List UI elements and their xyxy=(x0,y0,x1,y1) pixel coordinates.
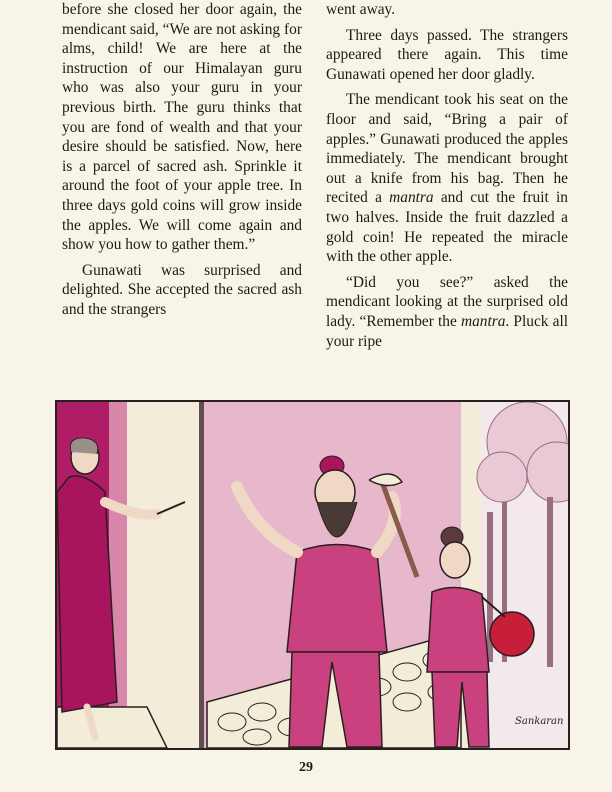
illustration-scene xyxy=(57,402,568,748)
artist-signature: Sankaran xyxy=(515,716,564,727)
text-run: “Did you see?” asked the mendicant looking at the surprised old lady. “Remember the xyxy=(326,273,568,330)
text-run: . Pluck all your ripe xyxy=(326,312,569,350)
paragraph: before she closed her door again, the mendicant said, “We are not asking for alms, child! We are here at the instruction of our Himalayan guru who was also your guru in your previous birth. The guru thinks that you are fond of wealth and that your desire should be satisfied. Now, here is a parcel of sacred ash. Sprinkle it around the foot of your apple tree. In three days gold coins will grow inside the apples. We will come again and show you how to gather them.” xyxy=(62,1,302,254)
left-text-column xyxy=(62,0,302,320)
italic-word: mantra xyxy=(460,312,506,330)
paragraph: went away. xyxy=(326,1,396,18)
doorstep xyxy=(57,707,167,748)
cloth-bag xyxy=(490,612,534,656)
italic-word: mantra xyxy=(389,189,434,207)
story-illustration xyxy=(55,400,570,750)
text-run: and cut the fruit in two halves. Inside the fruit dazzled a gold coin! He repeated the miracle with the other apple. xyxy=(326,189,568,266)
pillar-edge xyxy=(199,402,204,748)
paragraph xyxy=(326,90,568,266)
paragraph xyxy=(326,273,568,351)
paragraph: Gunawati was surprised and delighted. She accepted the sacred ash and the strangers xyxy=(62,261,302,318)
right-text-column xyxy=(326,0,568,351)
white-pillar xyxy=(127,402,199,748)
page-number: 29 xyxy=(299,760,313,775)
paragraph: Three days passed. The strangers appeared there again. This time Gunawati opened her door gladly. xyxy=(326,26,568,83)
text-run: The mendicant took his seat on the floor and said, “Bring a pair of apples.” Gunawati produced the apples immediately. The mendicant brought out a knife from his bag. Then he recited a xyxy=(326,91,568,207)
